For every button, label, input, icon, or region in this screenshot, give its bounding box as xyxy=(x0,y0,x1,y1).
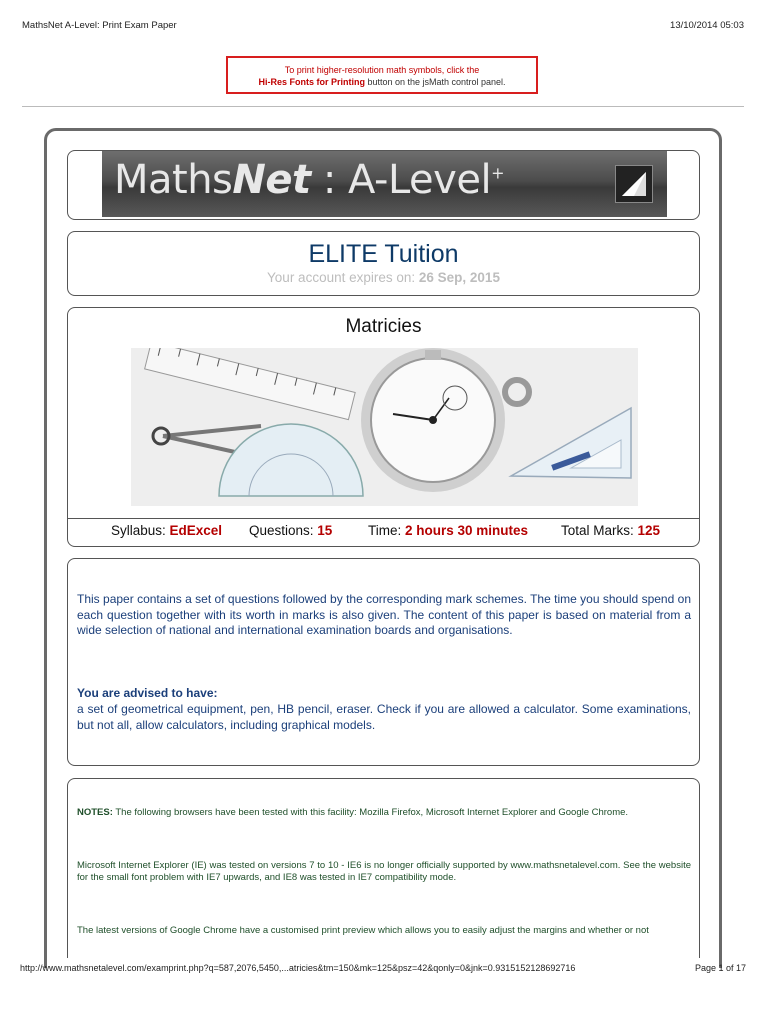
account-expiry: Your account expires on: 26 Sep, 2015 xyxy=(267,270,500,285)
questions-field: Questions: 15 xyxy=(249,523,333,538)
hires-fonts-link[interactable]: Hi-Res Fonts for Printing xyxy=(258,77,365,87)
mathsnet-banner xyxy=(102,151,667,217)
intro-box xyxy=(67,558,700,766)
notes-paragraph-1: NOTES: The following browsers have been tested with this facility: Mozilla Firefox, Microsoft Internet Explorer and Google Chrome. xyxy=(77,807,629,818)
paper-info-divider xyxy=(67,518,700,519)
total-marks-field: Total Marks: 125 xyxy=(561,523,661,538)
geometry-equipment-image xyxy=(131,348,638,506)
paper-title: Matricies xyxy=(345,316,422,337)
notice-line-2 xyxy=(228,76,536,88)
header-divider xyxy=(22,106,744,107)
print-header-title: MathsNet A-Level: Print Exam Paper xyxy=(22,20,177,31)
notes-paragraph-3: The latest versions of Google Chrome have a customised print preview which allows you to easily adjust the margins and whether or not xyxy=(77,925,649,936)
hires-fonts-notice xyxy=(226,56,538,94)
time-field: Time: 2 hours 30 minutes xyxy=(368,523,529,538)
advise-heading: You are advised to have: xyxy=(77,686,218,700)
print-footer-url: http://www.mathsnetalevel.com/examprint.php?q=587,2076,5450,...atricies&tm=150&mk=125&psz=42&qonly=0&jnk=0.9315152128692716 xyxy=(20,963,576,973)
syllabus-field: Syllabus: EdExcel xyxy=(111,523,223,538)
mathsnet-logo-text: MathsNet : A-Level+ xyxy=(114,157,504,203)
arrow-logo-icon xyxy=(615,165,653,203)
notes-paragraph-2: Microsoft Internet Explorer (IE) was tested on versions 7 to 10 - IE6 is no longer officially supported by www.mathsnetalevel.com. See the website for the small font problem with IE7 upwards, and IE8 was tested in IE7 compatibility mode. xyxy=(77,860,691,883)
intro-paragraph: This paper contains a set of questions followed by the corresponding mark schemes. The time you should spend on each question together with its worth in marks is also given. The content of this paper is based on material from a wide selection of national and international examination boards and organisations. xyxy=(77,592,691,637)
notice-line-1: To print higher-resolution math symbols, click the xyxy=(284,65,480,75)
advise-text: a set of geometrical equipment, pen, HB pencil, eraser. Check if you are allowed a calculator. Some examinations, but not all, allow calculators, including graphical models. xyxy=(77,702,691,732)
notice-line-2-tail: button on the jsMath control panel. xyxy=(364,77,506,87)
print-footer-page-number: Page 1 of 17 xyxy=(694,963,746,973)
account-name: ELITE Tuition xyxy=(308,240,459,268)
print-header-datetime: 13/10/2014 05:03 xyxy=(670,20,744,31)
